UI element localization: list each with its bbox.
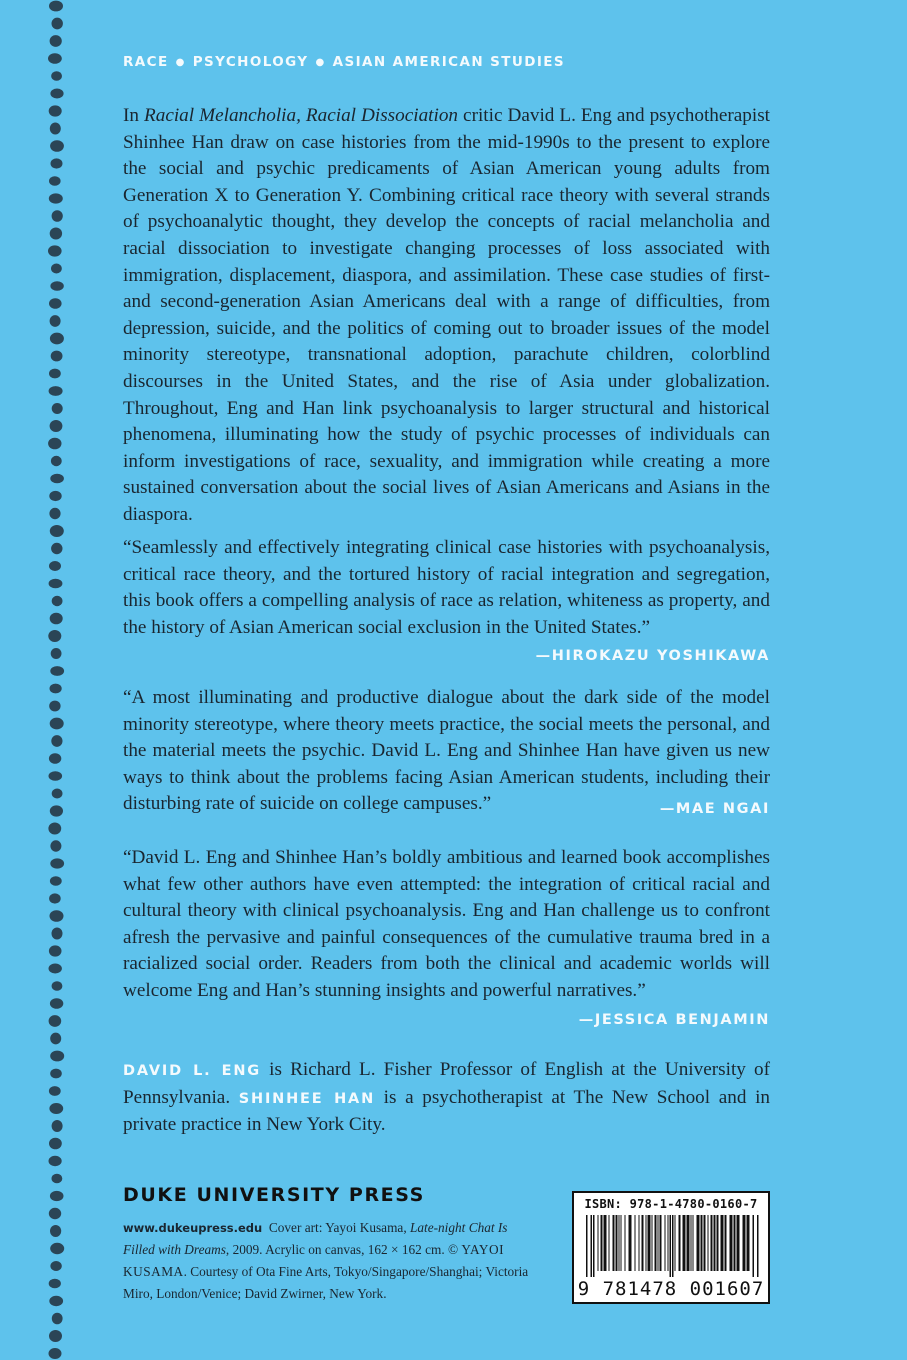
barcode-bar (646, 1215, 647, 1271)
border-dot (52, 789, 63, 799)
copyright-symbol: © (447, 1242, 462, 1257)
bullet-separator: ● (315, 57, 326, 68)
border-dot (52, 928, 63, 940)
border-dot (49, 1138, 62, 1150)
barcode-bar (648, 1215, 651, 1271)
barcode-bar (691, 1215, 692, 1271)
blurb-text: “A most illuminating and productive dialogue about the dark side of the model minority stereotype, where theory meets practice, the social meets the personal, and the material meets the psychic. David L. Eng and Shinhee Han have given us new ways to think about the problems facing Asian American students, including their disturbing rate of suicide on college campuses.” (123, 687, 770, 815)
border-dot (49, 771, 63, 781)
border-dot (48, 438, 61, 450)
border-dot (52, 1313, 63, 1325)
border-dot (51, 71, 62, 81)
border-dot (49, 1348, 62, 1359)
border-dot (50, 89, 63, 99)
isbn-barcode (572, 1191, 770, 1304)
barcode-bar (613, 1215, 615, 1271)
barcode-bar (693, 1215, 694, 1271)
border-dot (50, 1033, 61, 1045)
barcode-bar (670, 1215, 672, 1277)
border-dot (48, 630, 61, 642)
barcode-bar (701, 1215, 703, 1271)
border-dot (49, 579, 63, 589)
barcode-bar (737, 1215, 740, 1271)
dotted-border-decoration (0, 0, 112, 1360)
border-dot (52, 596, 63, 606)
border-dot (50, 281, 63, 291)
border-dot (48, 245, 62, 256)
border-dot (49, 176, 61, 186)
bullet-separator: ● (175, 57, 186, 68)
courtesy-text: . Courtesy of Ota Fine Arts, Tokyo/Singapore/Shanghai; Victoria Miro, London/Venice; David Zwirner, New York. (123, 1264, 529, 1301)
border-dot (49, 701, 60, 712)
blurb-benjamin (123, 845, 770, 1033)
border-dot (48, 823, 61, 835)
category-psychology: PSYCHOLOGY (192, 54, 309, 70)
border-dot (49, 508, 60, 519)
border-dot (50, 228, 62, 240)
border-dot (51, 648, 62, 659)
border-dot (52, 210, 63, 222)
border-dot (50, 858, 64, 868)
barcode-bar (616, 1215, 618, 1271)
barcode-bar (591, 1215, 593, 1277)
border-dot (50, 805, 63, 816)
barcode-bar (604, 1215, 607, 1271)
border-dot (48, 53, 62, 64)
border-dot (51, 264, 62, 274)
border-dot (49, 1103, 63, 1114)
barcode-bar (652, 1215, 653, 1271)
barcode-bar (747, 1215, 750, 1271)
barcode-bar (660, 1215, 662, 1271)
border-dot (49, 1, 63, 12)
category-race: RACE (123, 54, 169, 70)
border-dot (50, 140, 64, 152)
isbn-digits: 9 781478 001607 (577, 1278, 765, 1300)
barcode-bar (593, 1215, 595, 1277)
blurb-attribution: —JESSICA BENJAMIN (578, 1011, 770, 1028)
barcode-bar (708, 1215, 709, 1271)
author-bio-eng: is Richard L. Fisher Professor of English at the University of Pennsylvania. (123, 1059, 770, 1108)
border-dot (49, 1296, 63, 1306)
border-dot (49, 1208, 61, 1219)
barcode-bar (687, 1215, 690, 1271)
copyright-name: YAYOI KUSAMA (123, 1242, 505, 1279)
blurb-attribution: —HIROKAZU YOSHIKAWA (535, 648, 770, 665)
artwork-details: , 2009. Acrylic on canvas, 162 × 162 cm. (225, 1242, 445, 1257)
border-dot (50, 1225, 61, 1237)
cover-credits (123, 1217, 533, 1305)
border-dot (49, 1156, 62, 1166)
barcode-bar (609, 1215, 610, 1271)
author-name-eng: DAVID L. ENG (123, 1063, 262, 1079)
border-dot (49, 1330, 62, 1342)
border-dot (50, 666, 64, 676)
description-prefix: In (123, 105, 145, 126)
barcode-bar (711, 1215, 713, 1271)
barcode-bar (621, 1215, 622, 1271)
barcode-bar (598, 1215, 599, 1271)
border-dot (51, 456, 62, 466)
border-dot (50, 420, 63, 432)
border-dot (50, 998, 63, 1009)
barcode-bar (642, 1215, 644, 1271)
blurb-text: “Seamlessly and effectively integrating clinical case histories with psychoanalysis, critical race theory, and the tortured history of racial integration and segregation, this book offers a compelling analysis of race as relation, whiteness as property, and the history of Asian American social exclusion in the United States.” (123, 537, 770, 638)
border-dot (49, 369, 61, 379)
border-dot (51, 735, 62, 747)
barcode-bar (721, 1215, 724, 1271)
barcode-bars (582, 1215, 762, 1277)
barcode-bar (629, 1215, 632, 1271)
barcode-bar (619, 1215, 620, 1271)
border-dot (50, 613, 63, 625)
border-dot (50, 525, 64, 537)
border-dot (49, 753, 61, 764)
border-dot (50, 123, 61, 135)
border-dot (50, 684, 62, 694)
border-dot (52, 1120, 63, 1132)
border-dot (49, 893, 61, 903)
barcode-bar (683, 1215, 686, 1271)
border-dot (49, 105, 62, 116)
barcode-bar (743, 1215, 746, 1271)
border-dot (50, 876, 62, 886)
border-dot (50, 840, 61, 851)
barcode-bar (704, 1215, 706, 1271)
cover-art-prefix: Cover art: Yayoi Kusama, (268, 1220, 410, 1235)
border-dot (51, 543, 62, 554)
border-dot (49, 964, 62, 974)
barcode-bar (734, 1215, 736, 1271)
border-dot (50, 333, 64, 345)
border-dot (52, 18, 63, 30)
border-dot (49, 945, 62, 956)
border-dot (50, 1051, 64, 1062)
barcode-bar (586, 1215, 588, 1277)
barcode-bar (757, 1215, 759, 1277)
barcode-bar (635, 1215, 636, 1271)
border-dot (50, 35, 62, 47)
border-dot (50, 474, 64, 484)
border-dot (49, 491, 61, 501)
border-dot (49, 193, 63, 203)
publisher-url[interactable]: www.dukeupress.edu (123, 1221, 263, 1235)
description-text: critic David L. Eng and psychotherapist Shinhee Han draw on case histories from the mid-1990s to the present to explore the social and psychic predicaments of Asian American young adults from Generation X to Generation Y. Combining critical race theory with several strands of psychoanalytic thought, they develop the concepts of racial melancholia and racial dissociation to investigate changing processes of loss associated with immigration, displacement, diaspora, and assimilation. These case studies of first- and second-generation Asian Americans deal with a range of difficulties, from depression, suicide, and the politics of coming out to broader issues of the model minority stereotype, transnational adoption, parachute children, colorblind discourses in the United States, and the rise of Asia under globalization. Throughout, Eng and Han link psychoanalysis to larger structural and historical phenomena, illuminating how the study of psychic processes of individuals can inform investigations of race, sexuality, and immigration while creating a more sustained conversation about the social lives of Asian Americans and Asians in the diaspora. (123, 105, 771, 525)
blurb-yoshikawa (123, 535, 770, 670)
border-dot (50, 315, 61, 327)
border-dot (52, 403, 63, 414)
border-dot (49, 386, 63, 396)
border-dot (49, 298, 62, 309)
barcode-bar (730, 1215, 733, 1271)
barcode-bar (717, 1215, 719, 1271)
border-dot (49, 561, 61, 571)
category-asian-american-studies: ASIAN AMERICAN STUDIES (332, 54, 566, 70)
border-dot (49, 1279, 61, 1289)
border-dot (50, 1069, 62, 1079)
barcode-bar (665, 1215, 666, 1271)
blurb-text: “David L. Eng and Shinhee Han’s boldly ambitious and learned book accomplishes what few other authors have even attempted: the integration of critical racial and cultural theory with clinical psychoanalysis. Eng and Han challenge us to confront afresh the pervasive and painful consequences of the cumulative trauma bred in a racialized social order. Readers from both the clinical and academic worlds will welcome Eng and Han’s stunning insights and powerful narratives.” (123, 847, 770, 1001)
book-description (123, 103, 770, 529)
barcode-bar (753, 1215, 755, 1277)
border-dot (50, 1191, 64, 1201)
border-dot (51, 158, 63, 168)
border-dot (52, 1174, 63, 1184)
publisher-name: DUKE UNIVERSITY PRESS (123, 1184, 425, 1206)
barcode-bar (725, 1215, 727, 1271)
border-dot (52, 981, 63, 991)
barcode-bar (668, 1215, 669, 1271)
blurb-attribution: —MAE NGAI (659, 801, 770, 818)
artwork-title: Late-night Chat Is Filled with Dreams (123, 1220, 508, 1257)
border-dot (50, 1261, 61, 1271)
category-labels (123, 54, 565, 70)
barcode-bar (697, 1215, 700, 1271)
barcode-bar (601, 1215, 603, 1271)
book-title: Racial Melancholia, Racial Dissociation (144, 105, 459, 126)
author-name-han: SHINHEE HAN (238, 1090, 376, 1107)
blurb-ngai (123, 685, 770, 823)
barcode-bar (672, 1215, 674, 1277)
border-dot (50, 1243, 64, 1254)
border-dot (50, 910, 64, 922)
barcode-bar (714, 1215, 716, 1271)
border-dot (51, 351, 63, 362)
author-bio-han: is a psychotherapist at The New School and in private practice in New York City. (123, 1086, 770, 1136)
border-dot (49, 1086, 61, 1096)
barcode-bar (675, 1215, 676, 1271)
author-bios (123, 1057, 770, 1139)
border-dot (50, 718, 64, 730)
barcode-bar (655, 1215, 657, 1271)
barcode-bar (658, 1215, 659, 1271)
isbn-label: ISBN: 978-1-4780-0160-7 (584, 1197, 758, 1211)
border-dot (49, 1015, 62, 1027)
barcode-bar (625, 1215, 626, 1271)
barcode-bar (639, 1215, 640, 1271)
barcode-bar (679, 1215, 681, 1271)
